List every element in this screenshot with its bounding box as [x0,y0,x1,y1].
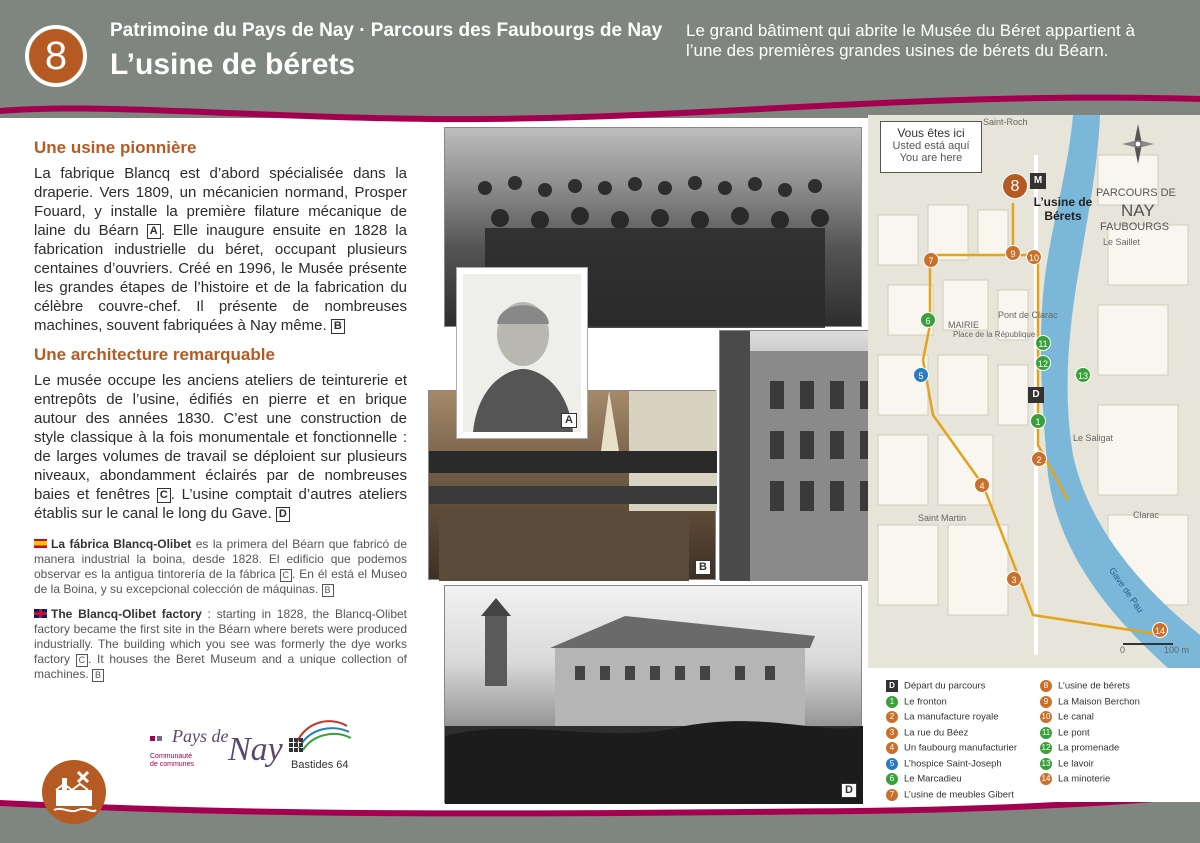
legend-label: Le fronton [904,696,947,708]
section-title: Une architecture remarquable [34,345,275,364]
legend-marker: 5 [886,758,898,770]
legend-item [886,742,1017,754]
svg-text:Bastides 64: Bastides 64 [291,759,349,771]
legend-item [1040,680,1130,692]
legend-marker: 7 [886,789,898,801]
map-marker-8: 8 [1002,173,1028,199]
legend-label: La manufacture royale [904,711,999,723]
legend-marker: 1 [886,696,898,708]
stop-number-badge: 8 [25,25,87,87]
photo-ref: D [276,507,290,522]
map-marker-13: 13 [1075,367,1091,383]
map-marker-3: 3 [1006,571,1022,587]
map-marker-14: 14 [1152,622,1168,638]
legend-label: Le pont [1058,727,1090,739]
legend-item [1040,773,1110,785]
svg-text:Pays de: Pays de [172,726,229,746]
you-are-here-callout: Vous êtes ici Usted está aquí You are here [880,121,982,173]
map-marker-4: 4 [974,477,990,493]
legend-marker: 14 [1041,774,1051,783]
legend-item [886,696,947,708]
legend-marker: 10 [1041,712,1051,721]
legend-marker: 3 [886,727,898,739]
map-legend [872,672,1200,802]
map-marker-5: 5 [913,367,929,383]
legend-item [1040,727,1090,739]
legend-label: L’usine de meubles Gibert [904,789,1014,801]
svg-text:de communes: de communes [150,761,194,768]
legend-marker: D [886,680,898,692]
legend-marker: 12 [1041,743,1051,752]
legend-item [886,711,999,723]
legend-item [1040,711,1094,723]
legend-marker: 9 [1040,696,1052,708]
header-kicker: Patrimoine du Pays de Nay · Parcours des Faubourgs de Nay [110,20,663,41]
uk-flag-icon [34,609,47,618]
photo-label: D [841,783,857,798]
legend-label: Le lavoir [1058,758,1094,770]
legend-marker: 8 [1040,680,1052,692]
legend-label: La promenade [1058,742,1120,754]
scale-bar [1123,643,1173,645]
section-text: La fabrique Blancq est d’abord spécialisée dans la draperie. Vers 1809, un mécanicien normand, Prosper Fouard, y installe la première filature mécanique de laine du Béarn A . Elle inaugure ensuite en 1828 la fabrication industrielle du béret, occupant plusieurs centaines d’ouvriers. Créé en 1996, le Musée présente les grandes étapes de l’histoire et de la fabrication du célèbre couvre-chef. Il présente de nombreuses machines, souvent fabriquées à Nay même. B [34,165,407,334]
map-marker-9: 9 [1005,245,1021,261]
spain-flag-icon [34,539,47,548]
spanish-text: La fábrica Blancq-Olibet es la primera del Béarn que fabricó de manera industrial la boina, desde 1828. El edificio que podemos observar es la antigua tintorería de la fábrica C . En él está el Museo de la Boina, y su excepcional colección de máquinas. B [34,537,407,596]
map-place-label: L’usine de Bérets [1033,195,1093,223]
legend-item [1040,758,1094,770]
legend-label: Le canal [1058,711,1094,723]
legend-label: La minoterie [1058,773,1111,785]
photo-ref: A [147,224,161,239]
start-marker-icon: D [1028,387,1044,403]
legend-item [1040,696,1140,708]
museum-marker-icon: M [1030,173,1046,189]
route-map: Saint-Roch Le Saillet MAIRIE Le Saligat Clarac Saint Martin Pont de Clarac Place de la République Gave de Pau L’usine de Bérets PARCOURS DE NAY FAUBOURGS 0 100 m 8 M 9 10 7 6 5 11 12 13 D 1 2 4 3 14 [868,115,1200,668]
map-marker-1: 1 [1030,413,1046,429]
page-title: L’usine de bérets [110,48,356,81]
map-marker-7: 7 [923,252,939,268]
legend-item [886,789,1014,801]
compass-icon [1118,120,1158,172]
english-text: The Blancq-Olibet factory : starting in 1828, the Blancq-Olibet factory became the first site in the Béarn where berets were produced industrially. The building which you see was formerly the dye works factory C . It houses the Beret Museum and a unique collection of machines. B [34,607,407,681]
photo-ref: C [157,488,171,503]
legend-marker: 11 [1041,727,1051,737]
legend-label: Départ du parcours [904,680,986,692]
legend-item [886,773,962,785]
map-marker-6: 6 [920,312,936,328]
section-title: Une usine pionnière [34,138,197,157]
heritage-logo-icon [42,760,106,824]
map-marker-10: 10 [1026,249,1042,265]
photo-label: A [561,413,577,428]
photo-d-factory [444,585,862,803]
legend-label: Le Marcadieu [904,773,962,785]
legend-item [886,727,968,739]
legend-label: La rue du Béez [904,727,969,739]
photo-ref: B [331,319,345,334]
svg-text:Communauté: Communauté [150,753,193,760]
map-marker-11: 11 [1035,335,1051,351]
legend-marker: 4 [886,742,898,754]
header-intro: Le grand bâtiment qui abrite le Musée du Béret appartient à l’une des premières grandes usines de bérets du Béarn. [686,21,1135,60]
legend-marker: 2 [886,711,898,723]
photo-a-portrait [457,268,587,438]
legend-item [886,758,1002,770]
legend-item [886,680,985,692]
svg-text:Nay: Nay [228,731,283,768]
photo-label: B [695,560,711,575]
section-text: Le musée occupe les anciens ateliers de teinturerie et entrepôts de l’usine, édifiés en pierre et en brique autour des années 1830. C’est une construction de style classique à la fois monumentale et fonctionnelle : de larges volumes de travail se déploient sur plusieurs niveaux, abondamment éclairés par de nombreuses baies et fenêtres C . L’usine comptait d’autres ateliers établis sur le canal le long du Gave. D [34,372,408,522]
map-marker-12: 12 [1035,355,1051,371]
legend-label: L’usine de bérets [1058,680,1130,692]
legend-marker: 6 [886,773,898,785]
legend-item [1040,742,1119,754]
legend-label: La Maison Berchon [1058,696,1140,708]
legend-marker: 13 [1041,758,1051,768]
legend-label: Un faubourg manufacturier [904,742,1018,754]
text-column [34,138,407,692]
map-marker-2: 2 [1031,451,1047,467]
legend-label: L’hospice Saint-Joseph [904,758,1002,770]
